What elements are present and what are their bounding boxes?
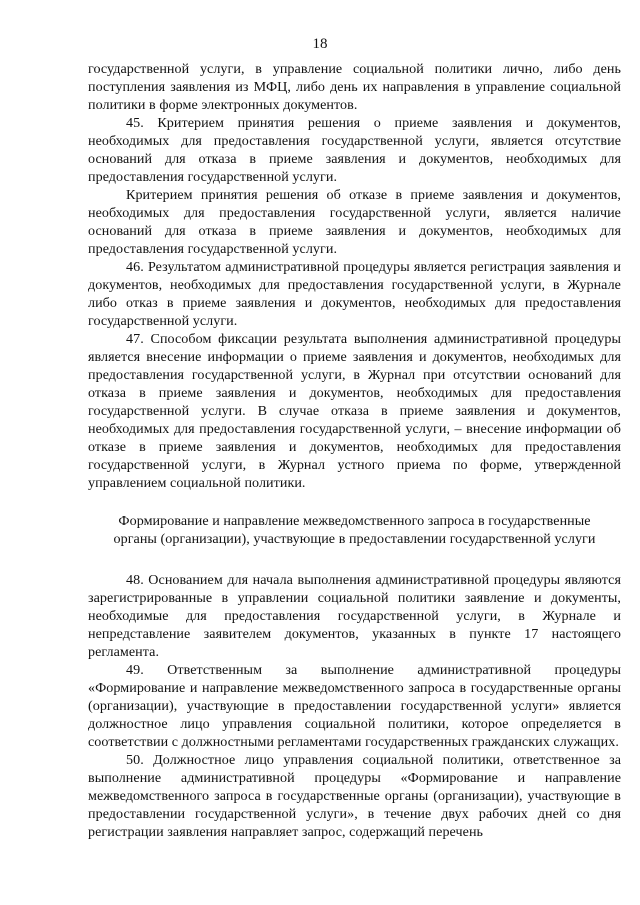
spacer <box>88 548 621 571</box>
page-number: 18 <box>312 36 328 52</box>
paragraph-45: 45. Критерием принятия решения о приеме заявления и документов, необходимых для предоставления государственной услуги, является отсутствие оснований для отказа в приеме заявления и документов, необходимых для предоставления государственной услуги. <box>88 115 621 185</box>
paragraph-continuation: государственной услуги, в управление социальной политики лично, либо день поступления заявления из МФЦ, либо день их направления в управление социальной политики в форме электронных документов. <box>88 61 621 113</box>
spacer <box>88 492 621 512</box>
section-heading: Формирование и направление межведомственного запроса в государственные органы (организации), участвующие в предоставлении государственной услуги <box>113 513 596 547</box>
paragraph-48: 48. Основанием для начала выполнения административной процедуры являются зарегистрированные в управлении социальной политики заявление и документы, необходимые для предоставления государственной услуги, в Журнале и непредставление заявителем документов, указанных в пункте 17 настоящего регламента. <box>88 572 621 660</box>
paragraph-45-refusal: Критерием принятия решения об отказе в приеме заявления и документов, необходимых для предоставления государственной услуги, является наличие оснований для отказа в приеме заявления и документов, необходимых для предоставления государственной услуги. <box>88 187 621 257</box>
paragraph-49: 49. Ответственным за выполнение административной процедуры «Формирование и направление межведомственного запроса в государственные органы (организации), участвующие в предоставлении государственной услуги» является должностное лицо управления социальной политики, которое определяется в соответствии с должностными регламентами государственных гражданских служащих. <box>88 662 621 750</box>
paragraph-50: 50. Должностное лицо управления социальной политики, ответственное за выполнение административной процедуры «Формирование и направление межведомственного запроса в государственные органы (организации), участвующие в предоставлении государственной услуги», в течение двух рабочих дней со дня регистрации заявления направляет запрос, содержащий перечень <box>88 752 621 840</box>
document-body <box>88 60 621 841</box>
paragraph-46: 46. Результатом административной процедуры является регистрация заявления и документов, необходимых для предоставления государственной услуги, в Журнале либо отказ в приеме заявления и документов, необходимых для предоставления государственной услуги. <box>88 259 621 329</box>
paragraph-47: 47. Способом фиксации результата выполнения административной процедуры является внесение информации о приеме заявления и документов, необходимых для предоставления государственной услуги, в Журнал при отсутствии оснований для отказа в приеме заявления и документов, необходимых для предоставления государственной услуги. В случае отказа в приеме заявления и документов, необходимых для предоставления государственной услуги, – внесение информации об отказе в приеме заявления и документов, необходимых для предоставления государственной услуги, в Журнал устного приема по форме, утвержденной управлением социальной политики. <box>88 331 621 491</box>
